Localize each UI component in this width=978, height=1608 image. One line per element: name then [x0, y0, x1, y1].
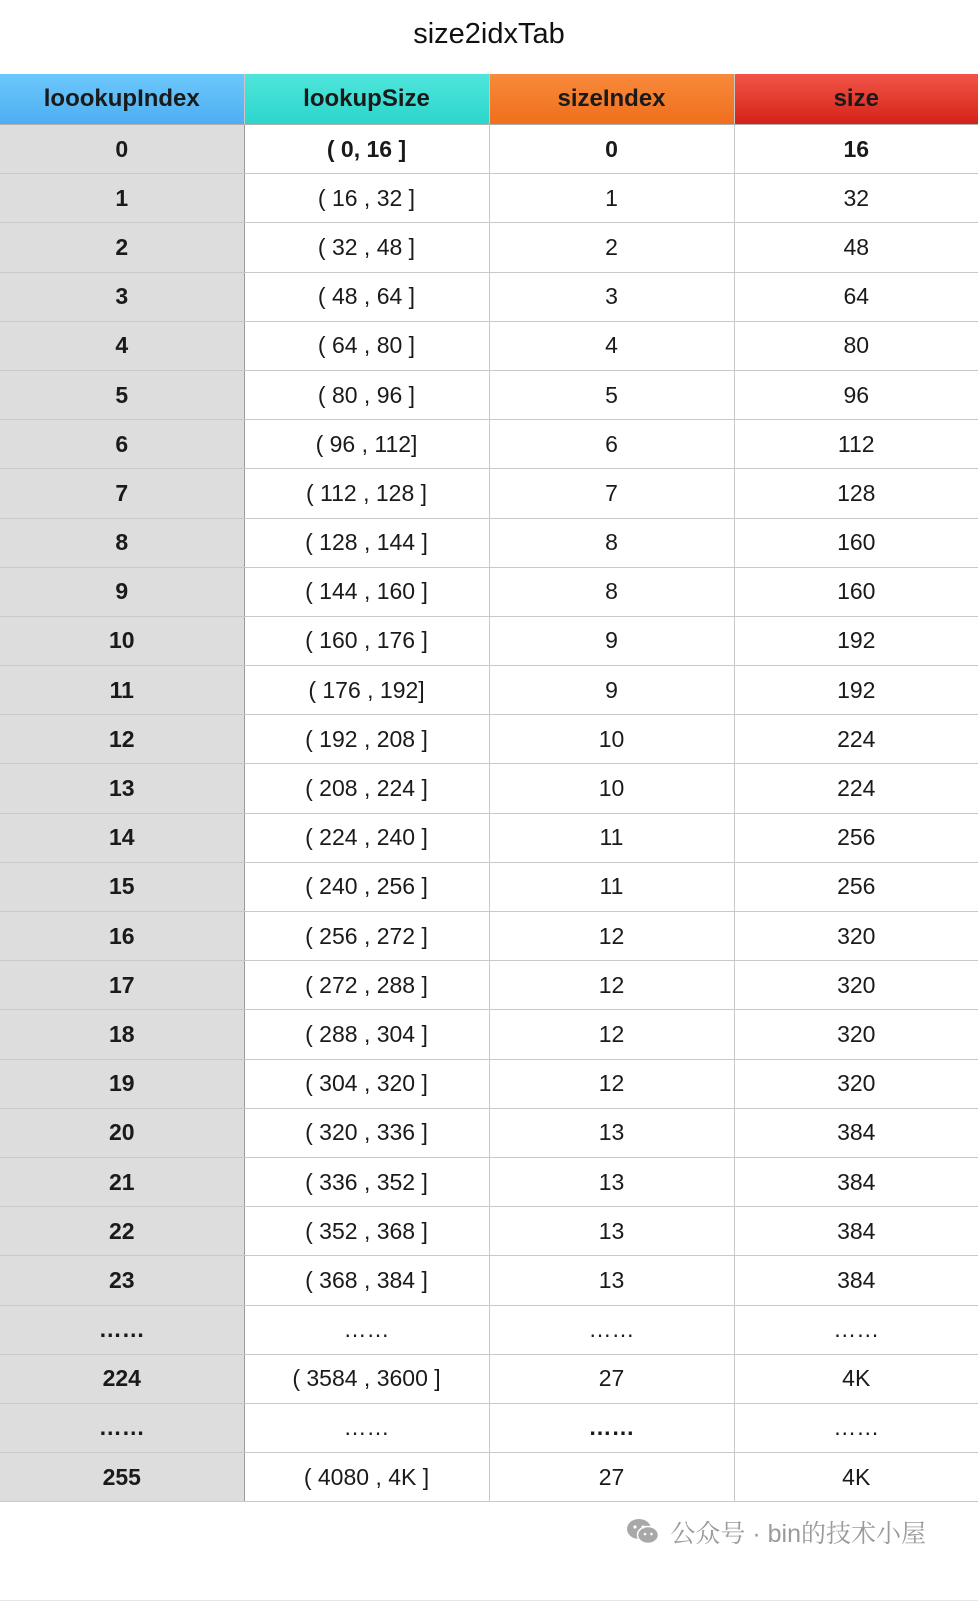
cell-lookup-index: 5 — [0, 370, 244, 419]
cell-lookup-index: 10 — [0, 616, 244, 665]
cell-size: 192 — [734, 616, 978, 665]
cell-lookup-index: 7 — [0, 469, 244, 518]
cell-lookup-index: 16 — [0, 912, 244, 961]
column-header-size: size — [734, 74, 978, 125]
cell-size-index: 9 — [489, 616, 734, 665]
cell-size: 384 — [734, 1207, 978, 1256]
cell-size-index: 27 — [489, 1354, 734, 1403]
cell-lookup-size: ( 240 , 256 ] — [244, 862, 489, 911]
cell-lookup-size: ( 128 , 144 ] — [244, 518, 489, 567]
cell-lookup-size: ( 176 , 192] — [244, 666, 489, 715]
footer-text: 公众号 · bin的技术小屋 — [670, 1520, 926, 1548]
cell-size: 96 — [734, 370, 978, 419]
cell-size: …… — [734, 1305, 978, 1354]
cell-size: 160 — [734, 518, 978, 567]
cell-lookup-size: ( 160 , 176 ] — [244, 616, 489, 665]
table-row — [0, 666, 978, 715]
cell-size-index: 2 — [489, 223, 734, 272]
cell-size-index: 8 — [489, 567, 734, 616]
cell-size-index: 6 — [489, 420, 734, 469]
cell-size: 32 — [734, 174, 978, 223]
cell-lookup-size: …… — [244, 1305, 489, 1354]
table-row — [0, 174, 978, 223]
cell-size-index: 3 — [489, 272, 734, 321]
cell-size: 128 — [734, 469, 978, 518]
cell-size-index: 12 — [489, 912, 734, 961]
column-header-lookupsize: lookupSize — [244, 74, 489, 125]
column-header-loookupindex: loookupIndex — [0, 74, 244, 125]
table-row — [0, 223, 978, 272]
cell-lookup-size: ( 208 , 224 ] — [244, 764, 489, 813]
cell-lookup-index: 14 — [0, 813, 244, 862]
table-body — [0, 125, 978, 1502]
table-row — [0, 518, 978, 567]
table-row — [0, 370, 978, 419]
table-row — [0, 272, 978, 321]
cell-lookup-index: 0 — [0, 125, 244, 174]
cell-size: 320 — [734, 1059, 978, 1108]
cell-size-index: 12 — [489, 1059, 734, 1108]
cell-lookup-size: ( 320 , 336 ] — [244, 1108, 489, 1157]
cell-lookup-size: ( 144 , 160 ] — [244, 567, 489, 616]
cell-lookup-size: ( 192 , 208 ] — [244, 715, 489, 764]
table-row — [0, 469, 978, 518]
cell-lookup-index: 22 — [0, 1207, 244, 1256]
cell-size-index: …… — [489, 1403, 734, 1452]
cell-lookup-size: ( 3584 , 3600 ] — [244, 1354, 489, 1403]
cell-lookup-index: 11 — [0, 666, 244, 715]
cell-size: 4K — [734, 1453, 978, 1502]
size2idx-table — [0, 74, 978, 1502]
cell-size-index: 8 — [489, 518, 734, 567]
cell-size-index: 13 — [489, 1157, 734, 1206]
cell-lookup-index: 2 — [0, 223, 244, 272]
cell-lookup-size: ( 64 , 80 ] — [244, 321, 489, 370]
cell-lookup-index: 3 — [0, 272, 244, 321]
cell-size-index: 1 — [489, 174, 734, 223]
cell-lookup-size: …… — [244, 1403, 489, 1452]
cell-size: 384 — [734, 1108, 978, 1157]
cell-lookup-index: 20 — [0, 1108, 244, 1157]
table-row — [0, 125, 978, 174]
footer-watermark — [626, 1514, 926, 1550]
cell-size-index: 27 — [489, 1453, 734, 1502]
table-row — [0, 1207, 978, 1256]
table-row — [0, 1453, 978, 1502]
cell-size: 48 — [734, 223, 978, 272]
table-row — [0, 321, 978, 370]
cell-lookup-index: 23 — [0, 1256, 244, 1305]
cell-lookup-index: 21 — [0, 1157, 244, 1206]
table-row — [0, 1059, 978, 1108]
table-row — [0, 1256, 978, 1305]
table-row — [0, 813, 978, 862]
cell-lookup-index: 255 — [0, 1453, 244, 1502]
table-row — [0, 1403, 978, 1452]
cell-lookup-index: 9 — [0, 567, 244, 616]
cell-size-index: 10 — [489, 715, 734, 764]
cell-size: 80 — [734, 321, 978, 370]
cell-lookup-size: ( 368 , 384 ] — [244, 1256, 489, 1305]
cell-size-index: 4 — [489, 321, 734, 370]
cell-lookup-size: ( 304 , 320 ] — [244, 1059, 489, 1108]
cell-size: 112 — [734, 420, 978, 469]
cell-lookup-index: 19 — [0, 1059, 244, 1108]
cell-size: 192 — [734, 666, 978, 715]
cell-size: 256 — [734, 862, 978, 911]
cell-size-index: 11 — [489, 813, 734, 862]
cell-size-index: 13 — [489, 1108, 734, 1157]
cell-lookup-index: 4 — [0, 321, 244, 370]
cell-lookup-index: 224 — [0, 1354, 244, 1403]
table-row — [0, 912, 978, 961]
cell-size-index: 10 — [489, 764, 734, 813]
column-header-sizeindex: sizeIndex — [489, 74, 734, 125]
cell-size: 64 — [734, 272, 978, 321]
cell-lookup-size: ( 16 , 32 ] — [244, 174, 489, 223]
cell-lookup-size: ( 336 , 352 ] — [244, 1157, 489, 1206]
cell-size: …… — [734, 1403, 978, 1452]
cell-size-index: 0 — [489, 125, 734, 174]
cell-lookup-index: 18 — [0, 1010, 244, 1059]
cell-size: 320 — [734, 961, 978, 1010]
table-row — [0, 1108, 978, 1157]
table-row — [0, 1157, 978, 1206]
table-row — [0, 1305, 978, 1354]
size2idx-table-container — [0, 74, 978, 1502]
cell-lookup-index: 12 — [0, 715, 244, 764]
cell-size: 384 — [734, 1256, 978, 1305]
cell-lookup-size: ( 112 , 128 ] — [244, 469, 489, 518]
cell-lookup-size: ( 80 , 96 ] — [244, 370, 489, 419]
table-row — [0, 961, 978, 1010]
cell-size-index: 13 — [489, 1256, 734, 1305]
cell-size: 320 — [734, 1010, 978, 1059]
cell-size-index: 9 — [489, 666, 734, 715]
cell-size: 16 — [734, 125, 978, 174]
table-title: size2idxTab — [413, 18, 565, 50]
cell-lookup-index: 17 — [0, 961, 244, 1010]
cell-lookup-size: ( 288 , 304 ] — [244, 1010, 489, 1059]
cell-size-index: 13 — [489, 1207, 734, 1256]
cell-size: 320 — [734, 912, 978, 961]
cell-lookup-size: ( 48 , 64 ] — [244, 272, 489, 321]
cell-size: 384 — [734, 1157, 978, 1206]
cell-size-index: …… — [489, 1305, 734, 1354]
table-row — [0, 764, 978, 813]
cell-size: 256 — [734, 813, 978, 862]
wechat-icon — [626, 1517, 660, 1547]
cell-size-index: 7 — [489, 469, 734, 518]
cell-size-index: 12 — [489, 1010, 734, 1059]
cell-lookup-size: ( 96 , 112] — [244, 420, 489, 469]
cell-size-index: 12 — [489, 961, 734, 1010]
table-row — [0, 567, 978, 616]
cell-lookup-index: 1 — [0, 174, 244, 223]
cell-size: 4K — [734, 1354, 978, 1403]
cell-lookup-index: 13 — [0, 764, 244, 813]
table-row — [0, 1354, 978, 1403]
cell-size: 160 — [734, 567, 978, 616]
cell-size: 224 — [734, 764, 978, 813]
cell-lookup-size: ( 32 , 48 ] — [244, 223, 489, 272]
table-row — [0, 1010, 978, 1059]
cell-lookup-index: 15 — [0, 862, 244, 911]
cell-lookup-index: …… — [0, 1403, 244, 1452]
bottom-divider — [0, 1600, 978, 1601]
cell-size-index: 5 — [489, 370, 734, 419]
cell-lookup-size: ( 256 , 272 ] — [244, 912, 489, 961]
table-header-row — [0, 74, 978, 125]
cell-lookup-index: 6 — [0, 420, 244, 469]
table-row — [0, 420, 978, 469]
table-row — [0, 715, 978, 764]
table-row — [0, 616, 978, 665]
table-row — [0, 862, 978, 911]
cell-lookup-size: ( 4080 , 4K ] — [244, 1453, 489, 1502]
cell-lookup-size: ( 272 , 288 ] — [244, 961, 489, 1010]
cell-lookup-index: …… — [0, 1305, 244, 1354]
cell-size: 224 — [734, 715, 978, 764]
cell-lookup-size: ( 352 , 368 ] — [244, 1207, 489, 1256]
cell-lookup-size: ( 224 , 240 ] — [244, 813, 489, 862]
cell-lookup-size: ( 0, 16 ] — [244, 125, 489, 174]
cell-size-index: 11 — [489, 862, 734, 911]
cell-lookup-index: 8 — [0, 518, 244, 567]
